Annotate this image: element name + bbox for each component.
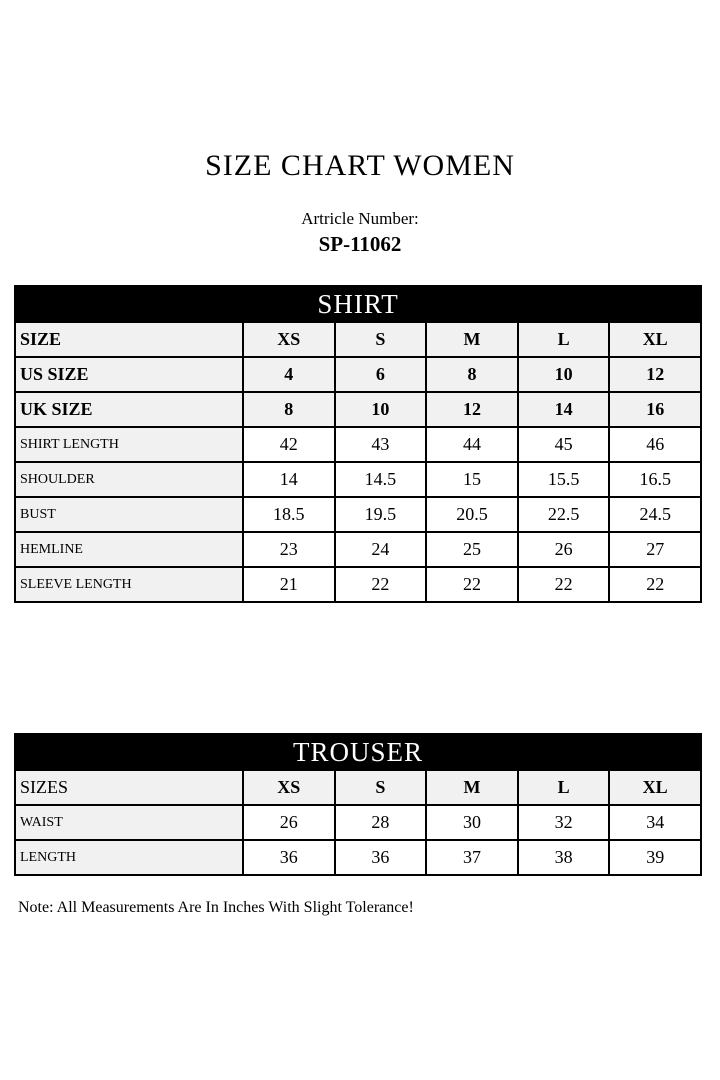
size-value-cell: S xyxy=(335,322,427,357)
table-title-row xyxy=(15,286,701,322)
size-value-cell: 16.5 xyxy=(609,462,701,497)
table-header-row xyxy=(15,357,701,392)
size-value-cell: 14.5 xyxy=(335,462,427,497)
size-value-cell: XL xyxy=(609,770,701,805)
table-row xyxy=(15,567,701,602)
size-value-cell: L xyxy=(518,322,610,357)
size-value-cell: 38 xyxy=(518,840,610,875)
size-value-cell: 22 xyxy=(609,567,701,602)
table-header-row xyxy=(15,322,701,357)
shirt-size-table xyxy=(14,285,702,603)
size-value-cell: 36 xyxy=(243,840,335,875)
table-header-row xyxy=(15,392,701,427)
size-value-cell: 10 xyxy=(335,392,427,427)
size-value-cell: 10 xyxy=(518,357,610,392)
row-label-cell: SLEEVE LENGTH xyxy=(15,567,243,602)
size-value-cell: M xyxy=(426,322,518,357)
size-value-cell: XS xyxy=(243,322,335,357)
size-value-cell: 18.5 xyxy=(243,497,335,532)
size-value-cell: 24.5 xyxy=(609,497,701,532)
row-label-cell: SHOULDER xyxy=(15,462,243,497)
article-number-label: Artricle Number: xyxy=(301,209,419,228)
size-value-cell: 16 xyxy=(609,392,701,427)
size-value-cell: 22.5 xyxy=(518,497,610,532)
size-value-cell: 8 xyxy=(426,357,518,392)
size-value-cell: 24 xyxy=(335,532,427,567)
size-value-cell: 22 xyxy=(426,567,518,602)
size-value-cell: 32 xyxy=(518,805,610,840)
row-label-cell: SIZE xyxy=(15,322,243,357)
table-row xyxy=(15,462,701,497)
size-value-cell: 22 xyxy=(335,567,427,602)
size-value-cell: 39 xyxy=(609,840,701,875)
page-title: SIZE CHART WOMEN xyxy=(205,149,515,182)
size-value-cell: 36 xyxy=(335,840,427,875)
size-value-cell: 26 xyxy=(243,805,335,840)
measurement-note: Note: All Measurements Are In Inches With Slight Tolerance! xyxy=(18,899,414,916)
size-value-cell: XS xyxy=(243,770,335,805)
trouser-size-table xyxy=(14,733,702,876)
size-value-cell: 46 xyxy=(609,427,701,462)
size-value-cell: 19.5 xyxy=(335,497,427,532)
table-row xyxy=(15,840,701,875)
size-value-cell: 14 xyxy=(243,462,335,497)
article-number-value: SP-11062 xyxy=(318,232,402,256)
row-label-cell: BUST xyxy=(15,497,243,532)
table-row xyxy=(15,427,701,462)
size-value-cell: 15 xyxy=(426,462,518,497)
size-value-cell: XL xyxy=(609,322,701,357)
size-value-cell: 34 xyxy=(609,805,701,840)
size-value-cell: M xyxy=(426,770,518,805)
row-label-cell: UK SIZE xyxy=(15,392,243,427)
size-value-cell: L xyxy=(518,770,610,805)
size-value-cell: 43 xyxy=(335,427,427,462)
row-label-cell: US SIZE xyxy=(15,357,243,392)
row-label-cell: SHIRT LENGTH xyxy=(15,427,243,462)
row-label-cell: SIZES xyxy=(15,770,243,805)
table-row xyxy=(15,497,701,532)
size-value-cell: 6 xyxy=(335,357,427,392)
table-row xyxy=(15,805,701,840)
table-row xyxy=(15,532,701,567)
size-value-cell: 4 xyxy=(243,357,335,392)
size-value-cell: 23 xyxy=(243,532,335,567)
row-label-cell: LENGTH xyxy=(15,840,243,875)
size-value-cell: 8 xyxy=(243,392,335,427)
size-value-cell: 26 xyxy=(518,532,610,567)
size-value-cell: 14 xyxy=(518,392,610,427)
row-label-cell: WAIST xyxy=(15,805,243,840)
size-value-cell: 22 xyxy=(518,567,610,602)
table-title: TROUSER xyxy=(15,734,701,770)
size-value-cell: 20.5 xyxy=(426,497,518,532)
row-label-cell: HEMLINE xyxy=(15,532,243,567)
size-value-cell: 12 xyxy=(426,392,518,427)
table-title: SHIRT xyxy=(15,286,701,322)
size-value-cell: 27 xyxy=(609,532,701,567)
size-value-cell: 21 xyxy=(243,567,335,602)
table-header-row xyxy=(15,770,701,805)
size-value-cell: S xyxy=(335,770,427,805)
size-value-cell: 44 xyxy=(426,427,518,462)
size-value-cell: 15.5 xyxy=(518,462,610,497)
size-value-cell: 45 xyxy=(518,427,610,462)
size-value-cell: 42 xyxy=(243,427,335,462)
table-title-row xyxy=(15,734,701,770)
size-value-cell: 28 xyxy=(335,805,427,840)
size-value-cell: 37 xyxy=(426,840,518,875)
size-value-cell: 30 xyxy=(426,805,518,840)
size-value-cell: 12 xyxy=(609,357,701,392)
size-value-cell: 25 xyxy=(426,532,518,567)
